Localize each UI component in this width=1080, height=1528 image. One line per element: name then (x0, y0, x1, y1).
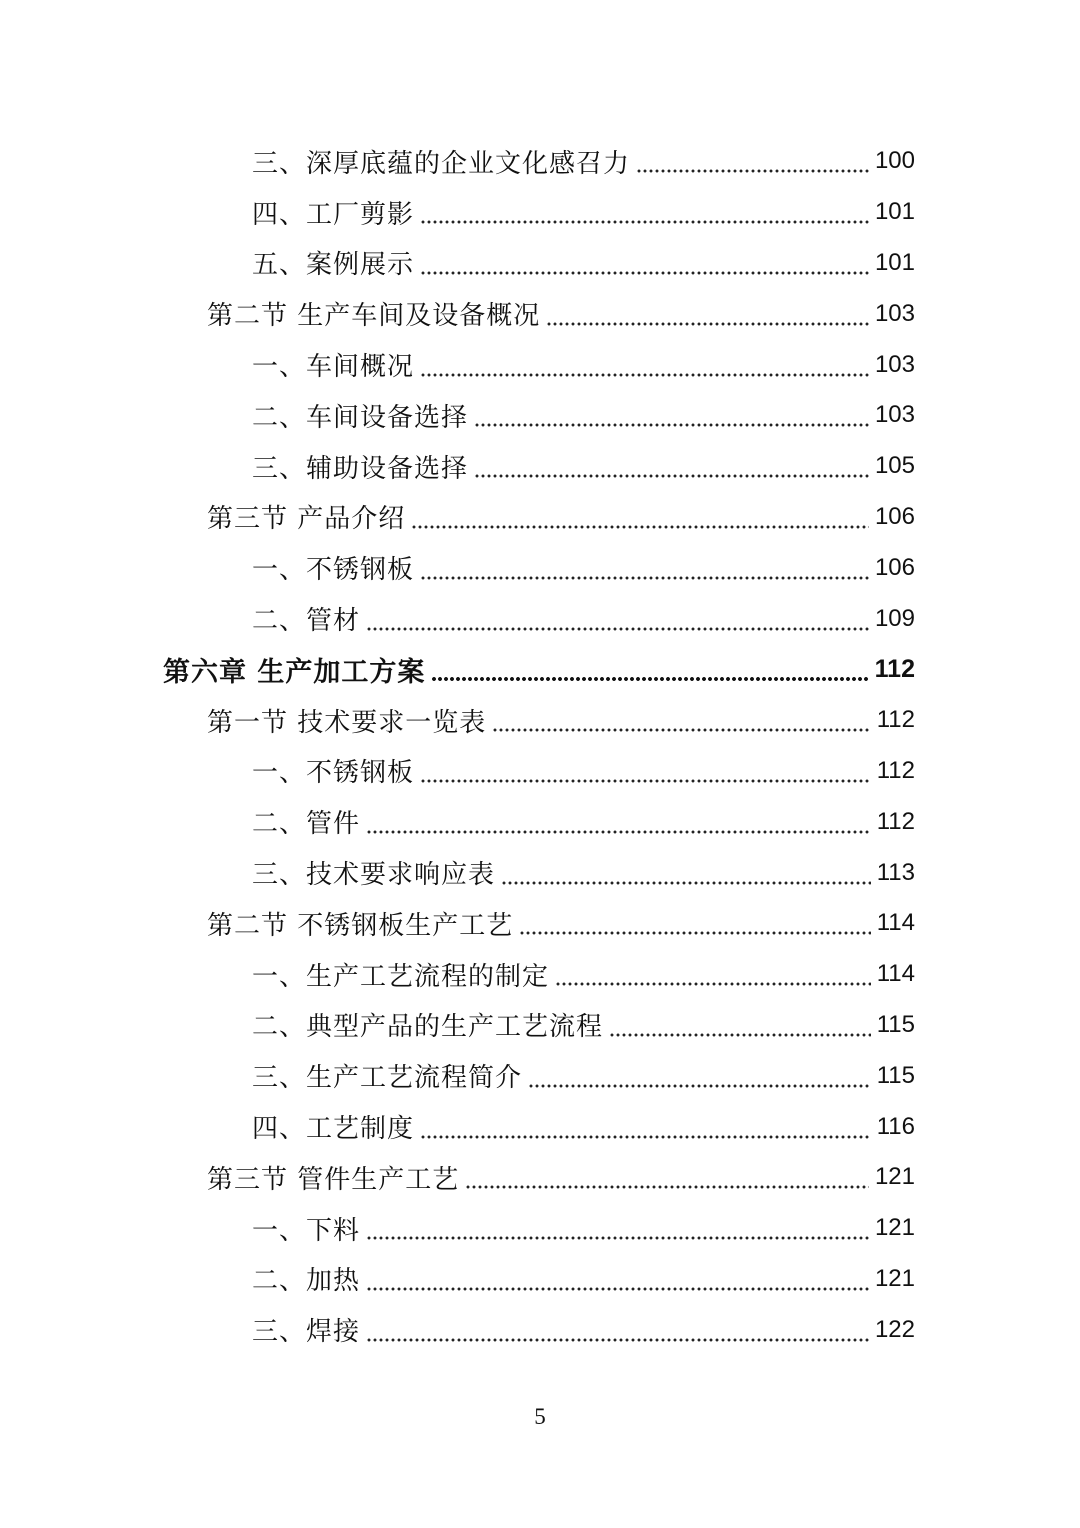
toc-entry-page: 121 (874, 1163, 915, 1191)
toc-entry-title: 五、案例展示 (252, 250, 415, 281)
toc-leader-dots (492, 707, 870, 733)
toc-leader-dots (420, 250, 869, 276)
toc-entry[interactable] (0, 1254, 1080, 1305)
toc-leader-dots (555, 961, 871, 987)
toc-section-entry[interactable] (0, 288, 1080, 339)
toc-entry-page: 112 (876, 706, 915, 734)
toc-entry-page: 113 (876, 858, 915, 886)
toc-entry-title: 四、工厂剪影 (252, 199, 415, 230)
toc-leader-dots (474, 453, 869, 479)
toc-entry-page: 122 (874, 1315, 915, 1343)
table-of-contents (0, 136, 1080, 1355)
toc-leader-dots (366, 606, 869, 632)
toc-leader-dots (411, 504, 869, 530)
toc-entry-title: 二、车间设备选择 (252, 402, 469, 433)
toc-entry-page: 112 (876, 756, 915, 784)
toc-entry-page: 109 (874, 604, 915, 632)
toc-entry-title: 四、工艺制度 (252, 1114, 415, 1145)
toc-entry[interactable] (0, 1203, 1080, 1254)
toc-entry-title: 二、管材 (252, 606, 361, 637)
toc-leader-dots (420, 199, 869, 225)
toc-entry[interactable] (0, 1000, 1080, 1051)
toc-leader-dots (420, 555, 869, 581)
toc-section-entry[interactable] (0, 492, 1080, 543)
toc-chapter-entry[interactable] (0, 644, 1080, 695)
toc-entry-page: 116 (876, 1112, 915, 1140)
toc-entry-page: 121 (874, 1214, 915, 1242)
toc-leader-dots (636, 148, 869, 174)
toc-entry-title: 二、加热 (252, 1266, 361, 1297)
toc-leader-dots (474, 402, 869, 428)
toc-leader-dots (420, 352, 869, 378)
toc-entry-page: 101 (874, 248, 915, 276)
toc-entry-title: 一、生产工艺流程的制定 (252, 961, 550, 992)
toc-entry[interactable] (0, 1050, 1080, 1101)
toc-entry[interactable] (0, 441, 1080, 492)
toc-section-entry[interactable] (0, 1152, 1080, 1203)
toc-leader-dots (546, 301, 869, 327)
toc-entry-page: 115 (876, 1010, 915, 1038)
toc-entry-page: 103 (874, 350, 915, 378)
toc-entry[interactable] (0, 796, 1080, 847)
toc-entry[interactable] (0, 238, 1080, 289)
toc-section-entry[interactable] (0, 898, 1080, 949)
toc-entry-title: 三、深厚底蕴的企业文化感召力 (252, 148, 631, 179)
toc-leader-dots (420, 1114, 871, 1140)
toc-leader-dots (366, 1317, 869, 1343)
toc-entry-page: 115 (876, 1061, 915, 1089)
toc-entry-title: 第三节 产品介绍 (207, 504, 406, 535)
toc-entry[interactable] (0, 542, 1080, 593)
toc-entry-title: 第二节 不锈钢板生产工艺 (207, 910, 514, 941)
toc-entry-title: 第二节 生产车间及设备概况 (207, 301, 541, 332)
toc-entry-title: 一、车间概况 (252, 352, 415, 383)
toc-entry-title: 三、生产工艺流程简介 (252, 1063, 523, 1094)
toc-entry-page: 112 (874, 654, 915, 683)
toc-leader-dots (501, 860, 871, 886)
toc-leader-dots (609, 1012, 871, 1038)
toc-entry[interactable] (0, 593, 1080, 644)
toc-leader-dots (366, 1266, 869, 1292)
toc-leader-dots (519, 910, 870, 936)
toc-entry-page: 121 (874, 1264, 915, 1292)
toc-entry-title: 第一节 技术要求一览表 (207, 707, 487, 738)
toc-entry-title: 一、下料 (252, 1215, 361, 1246)
toc-entry[interactable] (0, 390, 1080, 441)
toc-entry-page: 100 (874, 147, 915, 175)
toc-entry[interactable] (0, 187, 1080, 238)
toc-leader-dots (465, 1164, 869, 1190)
toc-entry[interactable] (0, 949, 1080, 1000)
toc-entry-title: 一、不锈钢板 (252, 555, 415, 586)
toc-entry-page: 101 (874, 198, 915, 226)
toc-entry-page: 105 (874, 452, 915, 480)
toc-section-entry[interactable] (0, 695, 1080, 746)
toc-entry-page: 103 (874, 299, 915, 327)
toc-entry-title: 第三节 管件生产工艺 (207, 1164, 460, 1195)
toc-entry-title: 二、典型产品的生产工艺流程 (252, 1012, 604, 1043)
toc-entry-page: 114 (876, 960, 915, 988)
toc-entry[interactable] (0, 136, 1080, 187)
toc-entry-title: 三、焊接 (252, 1317, 361, 1348)
toc-entry[interactable] (0, 1101, 1080, 1152)
toc-leader-dots (366, 809, 871, 835)
toc-entry[interactable] (0, 339, 1080, 390)
toc-leader-dots (431, 656, 868, 682)
toc-leader-dots (420, 758, 871, 784)
toc-entry-page: 106 (874, 553, 915, 581)
toc-entry-title: 二、管件 (252, 809, 361, 840)
toc-entry-page: 106 (874, 502, 915, 530)
toc-entry-title: 三、辅助设备选择 (252, 453, 469, 484)
page-number: 5 (534, 1404, 546, 1429)
toc-entry-page: 114 (876, 909, 915, 937)
toc-leader-dots (366, 1215, 869, 1241)
toc-entry-page: 112 (876, 807, 915, 835)
toc-entry[interactable] (0, 1304, 1080, 1355)
toc-entry-title: 第六章 生产加工方案 (163, 656, 426, 688)
toc-entry-page: 103 (874, 401, 915, 429)
toc-entry-title: 三、技术要求响应表 (252, 860, 496, 891)
toc-entry-title: 一、不锈钢板 (252, 758, 415, 789)
toc-leader-dots (528, 1063, 871, 1089)
toc-entry[interactable] (0, 746, 1080, 797)
toc-entry[interactable] (0, 847, 1080, 898)
